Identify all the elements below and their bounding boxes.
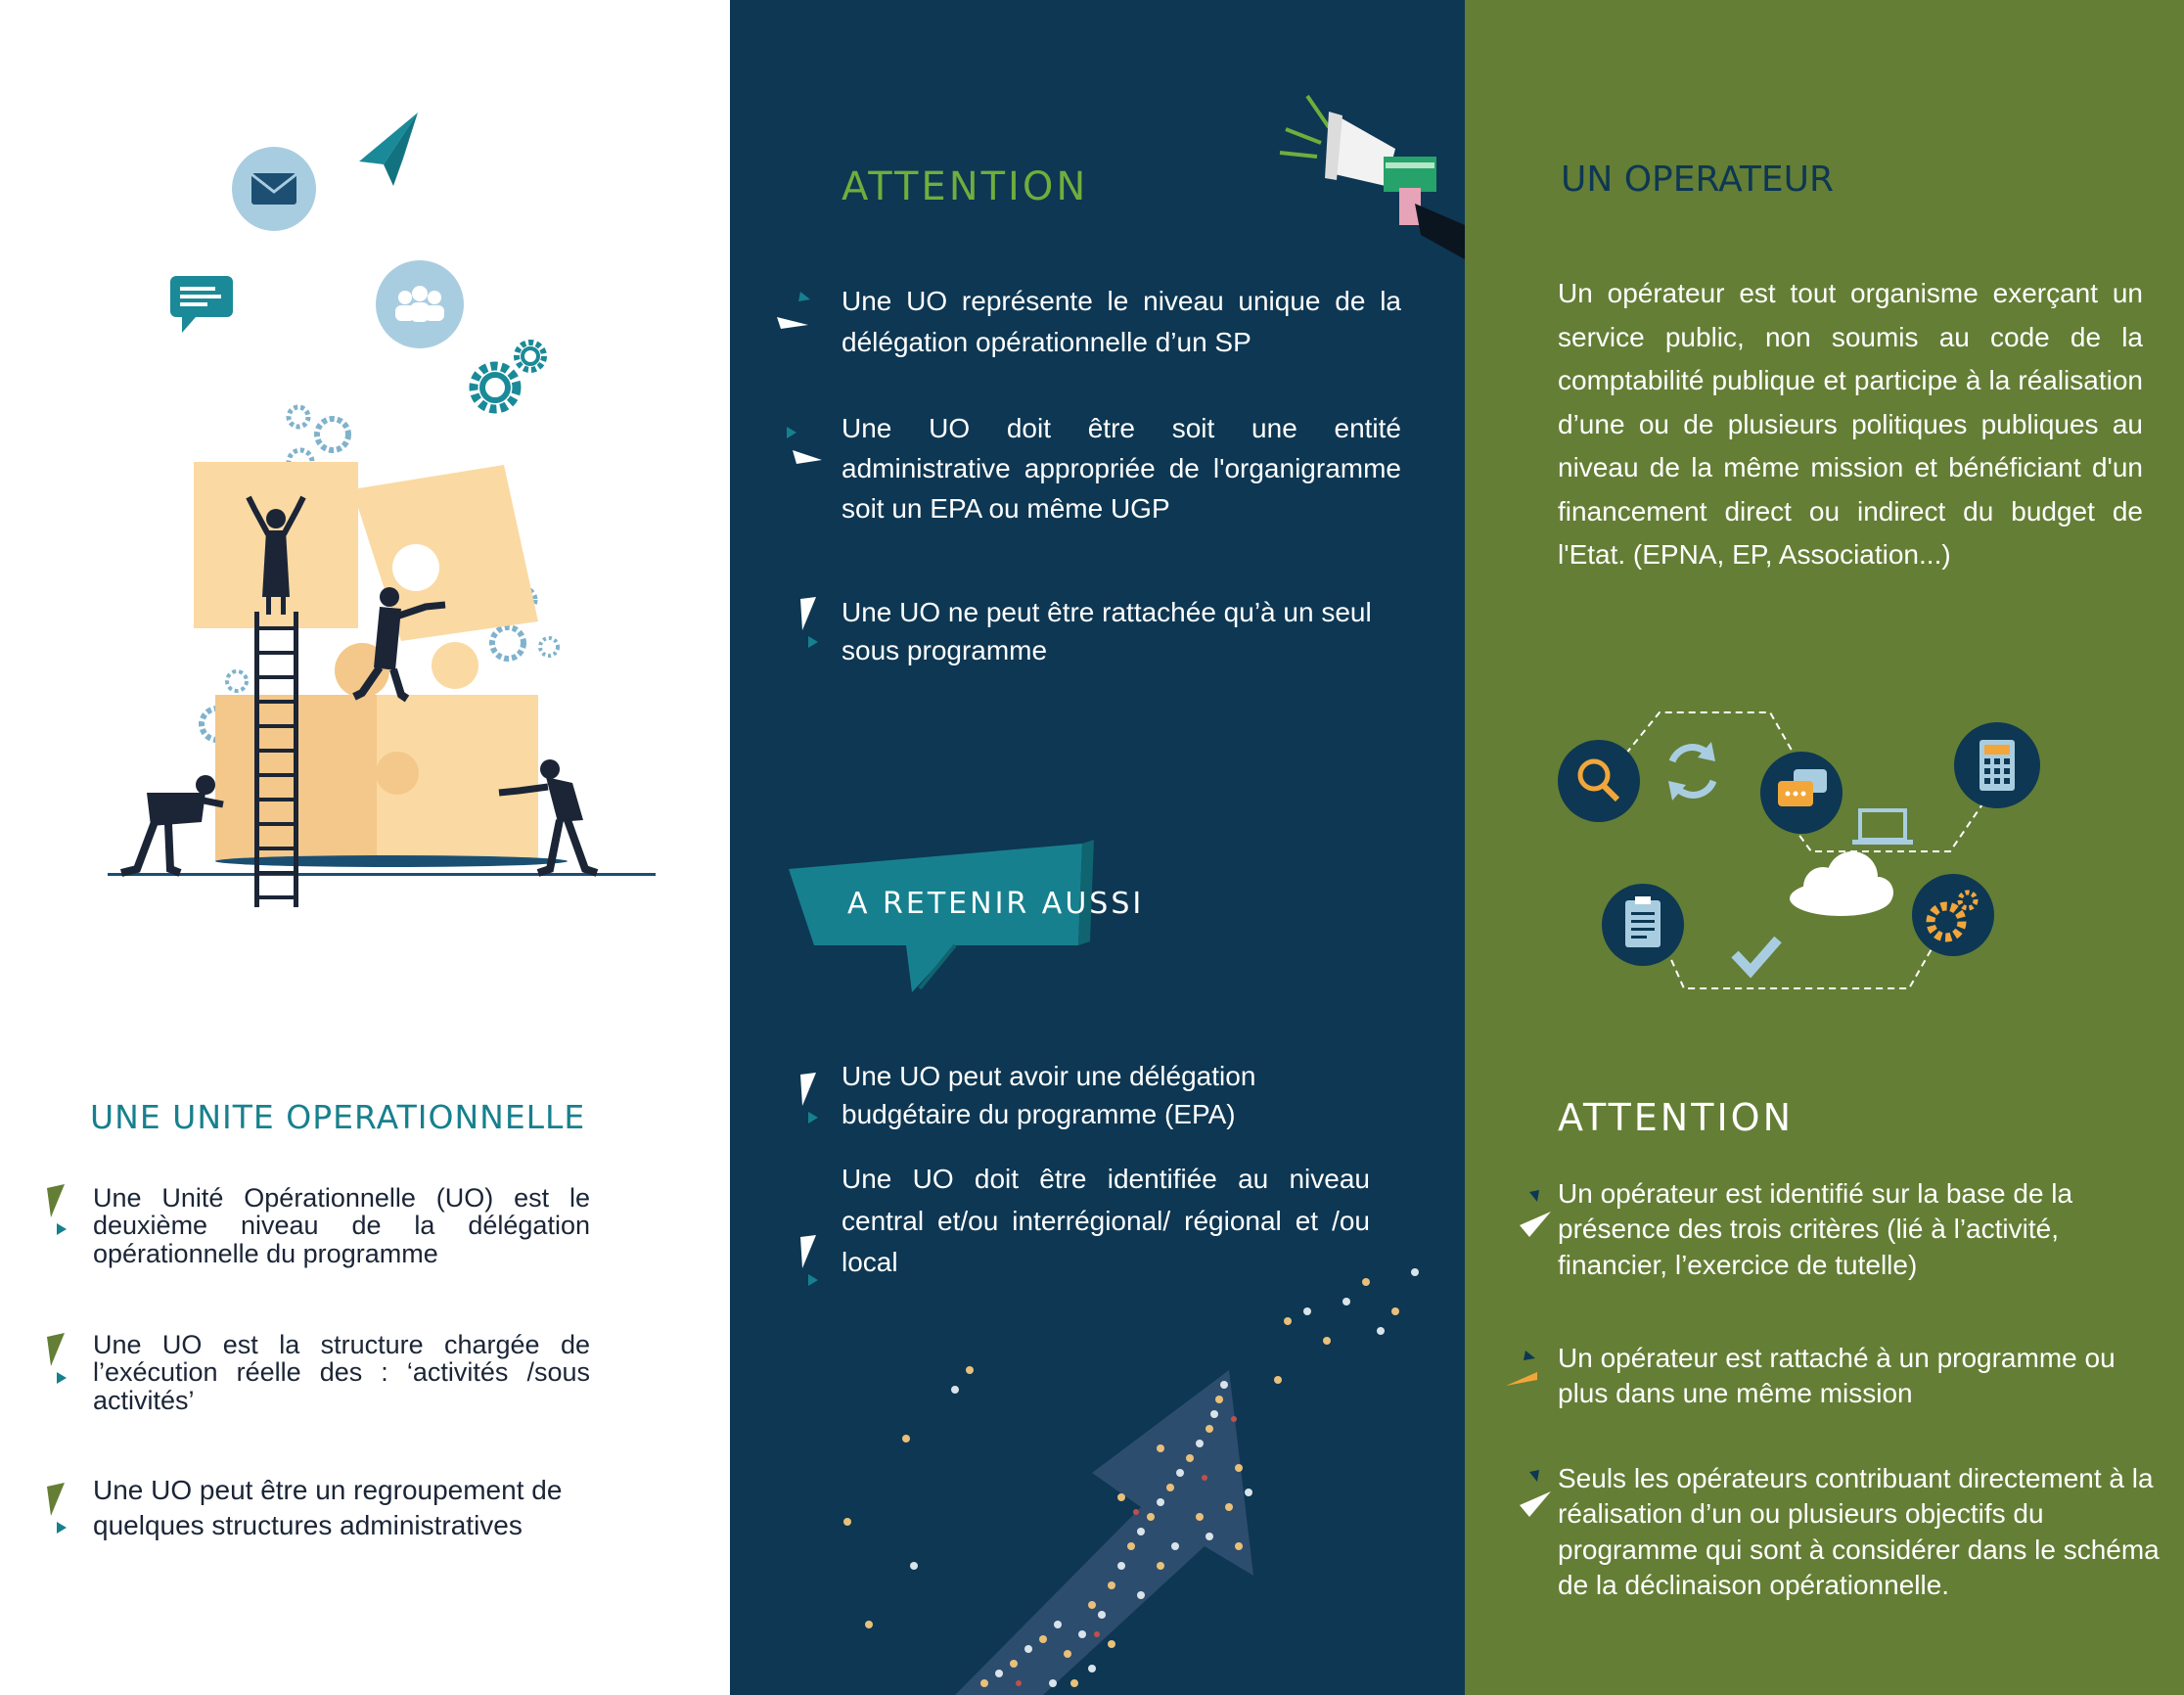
right-attention-bullet-1: Un opérateur est identifié sur la base de la présence des trois critères (lié à l’activité, financier, l’exercice de tutelle) bbox=[1558, 1178, 2073, 1280]
right-attention-bullet-3: Seuls les opérateurs contribuant directement à la réalisation d’un ou plusieurs objectifs du programme qui sont à considérer dans le schéma de la déclinaison opérationnelle. bbox=[1558, 1463, 2160, 1601]
mail-icon bbox=[230, 145, 318, 233]
middle-attention-bullet-1: Une UO représente le niveau unique de la délégation opérationnelle d’un SP bbox=[842, 286, 1401, 357]
bullet-arrow-icon bbox=[785, 425, 824, 474]
middle-attention-bullet-2: Une UO doit être soit une entité administrative appropriée de l'organigramme soit un EPA ou même UGP bbox=[842, 413, 1401, 525]
middle-attention-bullet-3: Une UO ne peut être rattachée qu’à un seul sous programme bbox=[842, 597, 1372, 665]
megaphone-icon bbox=[1278, 88, 1465, 259]
bullet-arrow-icon bbox=[1504, 1349, 1553, 1394]
network-icons-illustration bbox=[1537, 705, 2124, 998]
left-bullet-1: Une Unité Opérationnelle (UO) est le deuxième niveau de la délégation opérationnelle du programme bbox=[93, 1183, 590, 1268]
paper-plane-icon bbox=[354, 108, 423, 191]
operateur-heading: UN OPERATEUR bbox=[1561, 160, 1834, 200]
right-attention-heading: ATTENTION bbox=[1558, 1096, 1794, 1139]
bullet-arrow-icon bbox=[777, 290, 812, 333]
left-bullet-3: Une UO peut être un regroupement de quelques structures administratives bbox=[93, 1475, 563, 1541]
left-panel bbox=[0, 0, 730, 1695]
middle-retenir-bullet-2: Une UO doit être identifiée au niveau central et/ou interrégional/ régional et /ou local bbox=[842, 1164, 1370, 1278]
bullet-arrow-icon bbox=[1516, 1188, 1555, 1243]
middle-panel bbox=[730, 0, 1465, 1695]
bullet-arrow-icon bbox=[43, 1184, 70, 1235]
gears-icon bbox=[460, 333, 558, 421]
bullet-arrow-icon bbox=[1516, 1468, 1555, 1523]
right-attention-bullet-2: Un opérateur est rattaché à un programme ou plus dans une même mission bbox=[1558, 1343, 2116, 1409]
users-icon bbox=[374, 258, 466, 350]
left-bullet-2: Une UO est la structure chargée de l’exécution réelle des : ‘activités /sous activités’ bbox=[93, 1330, 590, 1415]
bullet-arrow-icon bbox=[795, 1073, 824, 1125]
middle-retenir-bullet-1: Une UO peut avoir une délégation budgétaire du programme (EPA) bbox=[842, 1061, 1256, 1130]
retenir-banner-label: A RETENIR AUSSI bbox=[847, 887, 1145, 921]
bullet-arrow-icon bbox=[43, 1483, 70, 1534]
chat-bubble-icon bbox=[168, 274, 237, 335]
left-heading: UNE UNITE OPERATIONNELLE bbox=[90, 1098, 586, 1136]
crowd-arrow-illustration bbox=[818, 1253, 1465, 1695]
puzzle-teamwork-illustration bbox=[108, 450, 665, 910]
bullet-arrow-icon bbox=[795, 597, 824, 650]
bullet-arrow-icon bbox=[43, 1333, 70, 1384]
middle-attention-heading: ATTENTION bbox=[842, 164, 1089, 209]
right-panel bbox=[1465, 0, 2184, 1695]
operateur-text: Un opérateur est tout organisme exerçant un service public, non soumis au code de la comptabilité publique et participe à la réalisation d’une ou de plusieurs politiques publiques au niveau de la même mission et bénéficiant d'un financement direct ou indirect du budget de l'Etat. (EPNA, EP, Association...) bbox=[1558, 278, 2143, 571]
